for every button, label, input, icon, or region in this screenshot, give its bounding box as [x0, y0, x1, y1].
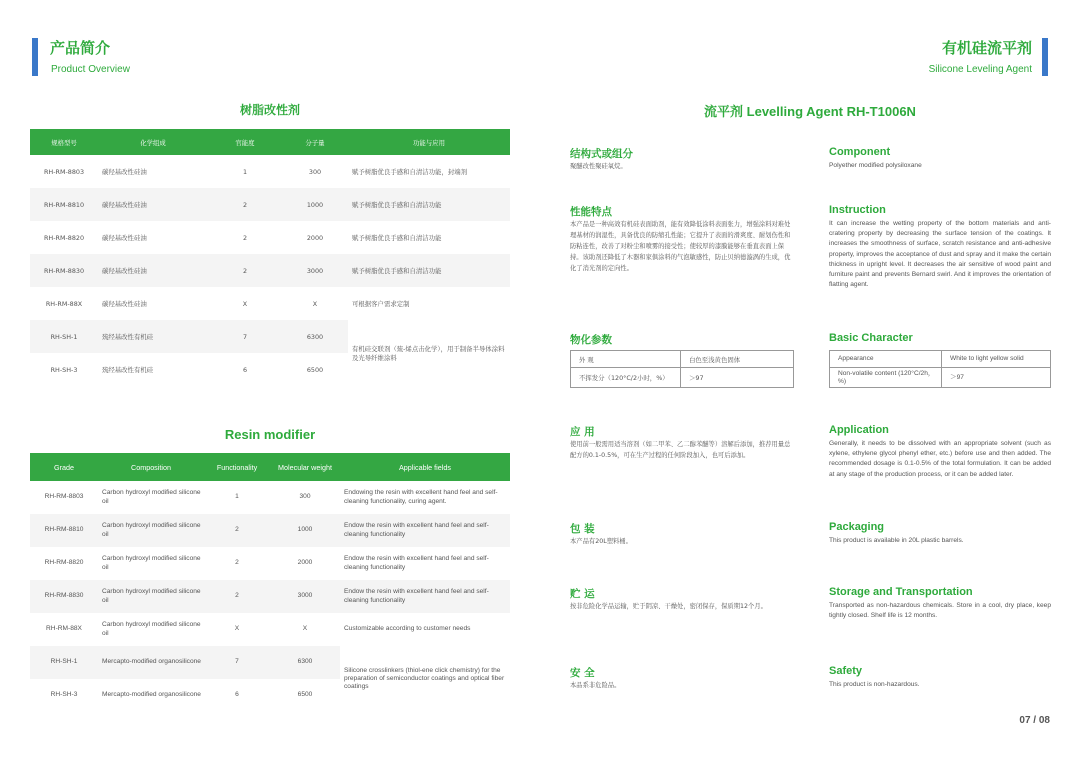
store-en-text: Transported as non-hazardous chemicals. Store in a cool, dry place, keep tightly closed. Shelf life is 12 months.	[829, 602, 1051, 620]
cell: 2	[208, 188, 282, 221]
page-subtitle-right: Silicone Leveling Agent	[928, 64, 1032, 75]
phys-en-table	[829, 350, 1051, 388]
cell: 3000	[270, 580, 340, 613]
cell: Carbon hydroxyl modified silicone oil	[98, 514, 204, 547]
cell: 可根据客户需求定制	[352, 300, 410, 308]
cell: Appearance	[830, 351, 942, 368]
cell: RH-RM-8820	[43, 233, 85, 242]
cell: 有机硅交联剂（巯-烯点击化学），用于制备半导体涂料及光导纤维涂料	[348, 320, 510, 386]
cell: 2	[242, 233, 248, 242]
app-en-text: Generally, it needs to be dissolved with an appropriate solvent (such as xylene, ethylene glycol phenyl ether, etc.) before use and then added. The recommended dosage is 0.1-0.5% of the total formulation. It can be added at any stage of the production process, or it can be added later.	[829, 440, 1051, 478]
cell: 300	[299, 493, 311, 501]
cell: Endowing the resin with excellent hand feel and self-cleaning functionality, curing agent.	[344, 489, 498, 505]
phys-en-heading: Basic Character	[829, 332, 913, 344]
cell: 2	[204, 514, 270, 547]
table-row	[30, 221, 510, 254]
phys-cn-table	[570, 350, 794, 388]
feature-en-heading: Instruction	[829, 204, 886, 216]
cell: 2000	[297, 559, 313, 567]
app-en-heading: Application	[829, 424, 889, 436]
cell: Endow the resin with excellent hand feel and self-cleaning functionality	[344, 555, 489, 571]
cell: 6	[235, 691, 239, 699]
cell: 6500	[297, 691, 313, 699]
cell: RH-RM-8803	[44, 493, 84, 501]
cell: 碳羟基改性硅油	[98, 254, 208, 287]
cell: 6300	[270, 646, 340, 679]
table-row	[30, 646, 510, 679]
cell: ＞97	[942, 368, 1051, 388]
cell: Non-volatile content (120°C/2h，%)	[830, 368, 942, 388]
app-cn-text: 使用前一般需用适当溶剂（如二甲苯、乙二醇苯醚等）溶解后添加，推荐用量总配方的0.1-0.5%，可在生产过程的任何阶段加入，也可后添加。	[570, 441, 791, 460]
cell: White to light yellow solid	[942, 351, 1051, 368]
store-cn-text: 按非危险化学品运输，贮于阴凉、干燥处，密闭保存，保质期12个月。	[570, 603, 767, 610]
cell: 巯经基改性有机硅	[98, 320, 208, 353]
structure-cn-heading: 结构式或组分	[570, 148, 633, 160]
cell: 1	[235, 493, 239, 501]
cell: 300	[308, 167, 322, 176]
cell: 外 观	[571, 351, 681, 368]
structure-cn-text: 聚醚改性聚硅氧烷。	[570, 163, 627, 170]
table-row	[571, 351, 794, 368]
safe-cn-heading: 安 全	[570, 667, 595, 679]
cell: RH-RM-8810	[30, 514, 98, 547]
cn-spec-table	[30, 129, 510, 386]
table-row	[830, 351, 1051, 368]
cell: 6	[242, 365, 248, 374]
pack-cn-text: 本产品有20L塑料桶。	[570, 538, 632, 545]
cell: 赋予树脂优良手感和自清洁功能，封端剂	[352, 168, 468, 176]
cell: 6300	[282, 320, 348, 353]
pack-en-heading: Packaging	[829, 521, 885, 533]
phys-cn-heading: 物化参数	[570, 334, 612, 346]
page-number: 07 / 08	[1019, 715, 1050, 726]
cell: X	[234, 625, 240, 633]
cell: 碳羟基改性硅油	[102, 168, 147, 176]
table-row	[30, 481, 510, 514]
cell: RH-SH-1	[30, 320, 98, 353]
cell: RH-RM-8820	[44, 559, 84, 567]
cell: Carbon hydroxyl modified silicone oil	[102, 621, 201, 637]
cell: Carbon hydroxyl modified silicone oil	[102, 489, 201, 505]
feature-en-text: It can increase the wetting property of the bottom materials and anti-cratering property by decreasing the surface tension of the coatings. It increases the smoothness of surface, scratch resistance and anti-adhesive property, improves the acceptance of dust and spray and it make the certain thickness in upright level. It decreases the air sensitive of wood paint and furniture paint and prevents Bernard swirl. And it improves the orientation of flatting agent.	[829, 220, 1051, 289]
cell: 2	[204, 580, 270, 613]
page-subtitle-left: Product Overview	[51, 64, 130, 75]
cell: 2	[235, 559, 239, 567]
cell: 1	[242, 167, 248, 176]
store-cn-heading: 贮 运	[570, 588, 595, 600]
table-row	[30, 287, 510, 320]
cell: 碳羟基改性硅油	[98, 188, 208, 221]
table-row	[30, 188, 510, 221]
feature-cn-heading: 性能特点	[570, 206, 612, 218]
cell: 碳羟基改性硅油	[102, 300, 147, 308]
cell: Endow the resin with excellent hand feel and self-cleaning functionality	[340, 580, 510, 613]
cell: ＞97	[681, 368, 794, 388]
header-cell: Grade	[30, 453, 98, 481]
cell: Carbon hydroxyl modified silicone oil	[98, 580, 204, 613]
table-row	[30, 613, 510, 646]
structure-en-text: Polyether modified polysiloxane	[829, 162, 922, 169]
cell: Endow the resin with excellent hand feel and self-cleaning functionality	[340, 514, 510, 547]
cell: Customizable according to customer needs	[344, 625, 471, 633]
cell: 3000	[282, 254, 348, 287]
safe-en-text: This product is non-hazardous.	[829, 681, 920, 688]
header-cell: Composition	[98, 453, 204, 481]
header-cell: 规格型号	[30, 129, 98, 155]
table-header-row	[30, 129, 510, 155]
cell: 碳羟基改性硅油	[102, 234, 147, 242]
cell: 赋予树脂优良手感和自清洁功能	[352, 234, 442, 242]
cell: RH-RM-88X	[46, 625, 82, 633]
cell: RH-RM-8830	[30, 254, 98, 287]
safe-en-heading: Safety	[829, 665, 863, 677]
header-cell: 官能度	[208, 129, 282, 155]
table-row	[30, 580, 510, 613]
cell: Silicone crosslinkers (thiol-ene click chemistry) for the preparation of semiconductor coatings and optical fiber coatings	[340, 646, 510, 712]
en-spec-table	[30, 453, 510, 712]
cell: 巯经基改性有机硅	[102, 366, 154, 374]
cell: Mercapto-modified organosilicone	[98, 646, 204, 679]
cell: RH-SH-1	[30, 646, 98, 679]
cell: 1000	[270, 514, 340, 547]
cell: 7	[204, 646, 270, 679]
pack-en-text: This product is available in 20L plastic barrels.	[829, 537, 964, 544]
right-accent-bar	[1042, 38, 1048, 76]
en-table-title: Resin modifier	[224, 427, 316, 442]
safe-cn-text: 本品系非危险品。	[570, 682, 621, 689]
cell: 2	[208, 254, 282, 287]
table-row	[30, 155, 510, 188]
cell: RH-RM-8830	[30, 580, 98, 613]
cell: RH-SH-3	[50, 691, 78, 699]
feature-cn-text: 本产品是一种高效有机硅表面助剂，能有效降低涂料表面张力，增强涂料对难处理基材的润湿性，具备优良的防缩孔性能；它提升了表面的滑爽度、耐划伤性和防粘连性，改善了对粉尘和喷雾的接受性；使较厚的漆膜能够在垂直表面上保持。该助剂还降低了木器和家俱涂料的气泡敏感性，防止贝纳德漩涡的生成，优化了消光剂的定向性。	[570, 221, 791, 273]
cell: 赋予树脂优良手感和自清洁功能	[348, 188, 510, 221]
table-header-row	[30, 453, 510, 481]
table-row	[830, 368, 1051, 388]
cell: Carbon hydroxyl modified silicone oil	[102, 555, 201, 571]
cell: RH-SH-3	[50, 365, 78, 374]
cell: 不挥发分（120°C/2小时，%）	[571, 368, 681, 388]
cell: RH-RM-8810	[30, 188, 98, 221]
cell: 赋予树脂优良手感和自清洁功能	[348, 254, 510, 287]
page-title-right: 有机硅流平剂	[941, 39, 1032, 57]
table-row	[571, 368, 794, 388]
cn-table-title: 树脂改性剂	[239, 103, 300, 117]
cell: 7	[208, 320, 282, 353]
header-cell: 分子量	[282, 129, 348, 155]
pack-cn-heading: 包 装	[570, 523, 595, 535]
store-en-heading: Storage and Transportation	[829, 586, 973, 598]
table-row	[30, 254, 510, 287]
cell: 1000	[282, 188, 348, 221]
header-cell: 化学组成	[98, 129, 208, 155]
header-cell: Molecular weight	[270, 453, 340, 481]
cell: RH-RM-8803	[43, 167, 85, 176]
cell: X	[242, 299, 248, 308]
header-cell: Functionality	[204, 453, 270, 481]
product-title: 流平剂 Levelling Agent RH-T1006N	[704, 104, 916, 119]
cell: 6500	[306, 365, 324, 374]
page-title-left: 产品简介	[50, 39, 111, 57]
cell: X	[312, 299, 318, 308]
cell: 白色至浅黄色固体	[681, 351, 794, 368]
app-cn-heading: 应 用	[570, 426, 595, 438]
table-row	[30, 547, 510, 580]
table-row	[30, 514, 510, 547]
cell: RH-RM-88X	[45, 299, 83, 308]
header-cell: Applicable fields	[340, 453, 510, 481]
structure-en-heading: Component	[829, 146, 891, 158]
left-accent-bar	[32, 38, 38, 76]
header-cell: 功能与应用	[348, 129, 510, 155]
cell: X	[302, 625, 308, 633]
table-row	[30, 320, 510, 353]
cell: 2000	[306, 233, 324, 242]
cell: Mercapto-modified organosilicone	[102, 691, 201, 699]
